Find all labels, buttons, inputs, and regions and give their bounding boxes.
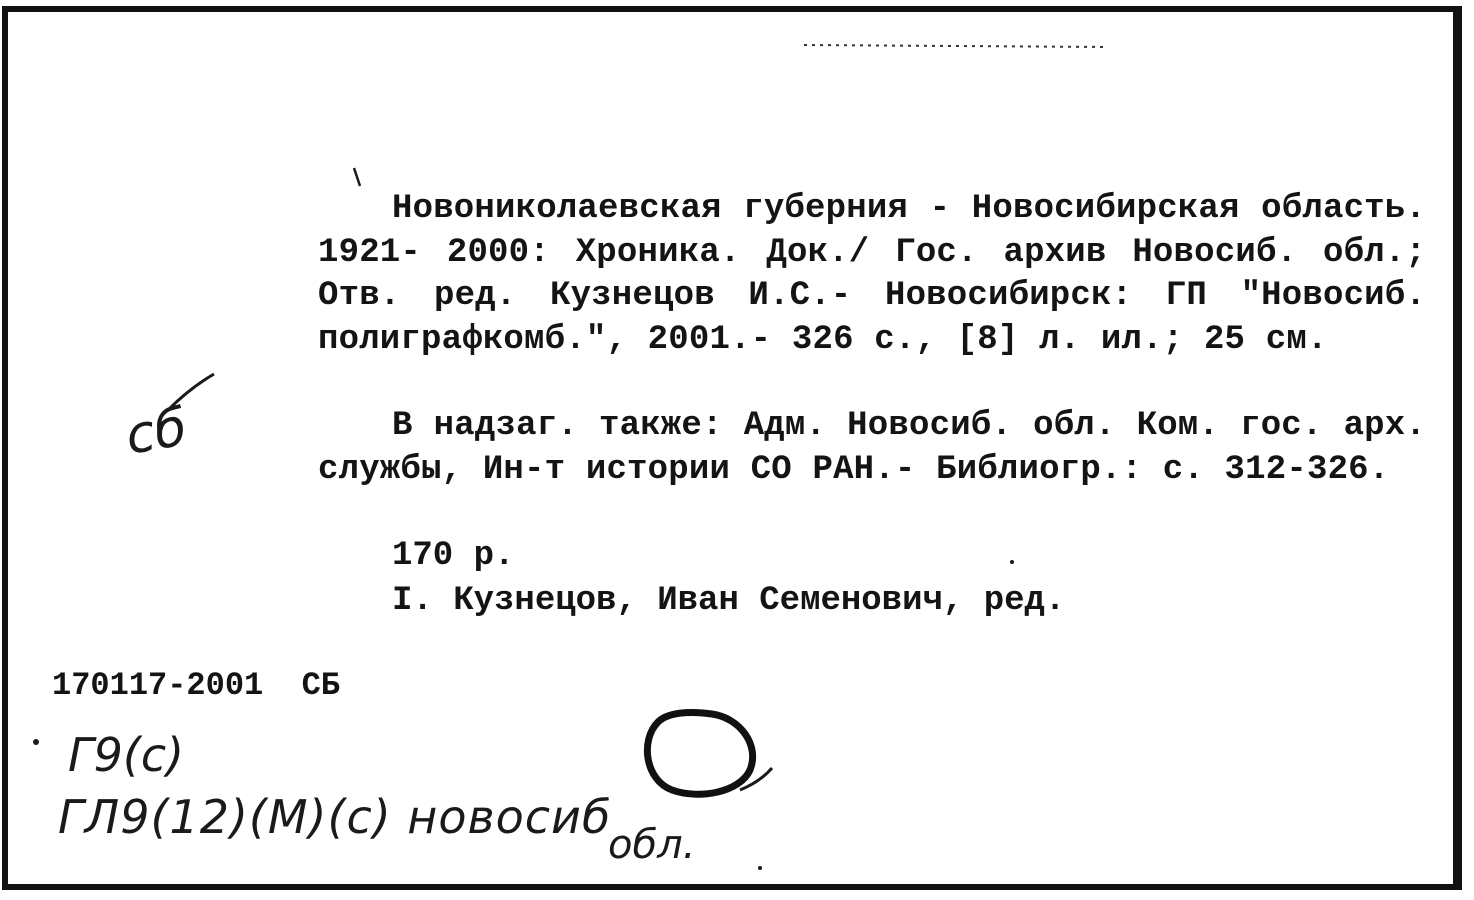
bibliographic-description: Новониколаевская губерния - Новосибирская область. 1921- 2000: Хроника. Док./ Гос. архив Новосиб. обл.; Отв. ред. Кузнецов И.С.- Новосибирск: ГП "Новосиб. полиграфкомб.", 2001.- 326 с., [8] л. ил.; 25 см. [318,190,1426,359]
price: 170 р. [392,537,515,575]
dotted-line [804,45,1106,47]
ink-speck [758,866,762,870]
ink-speck [33,739,39,745]
handwritten-shelf-mark-2: ГЛ9(12)(М)(с) новосиб [58,790,612,844]
handwritten-margin-mark: сб [121,397,192,467]
pen-tick [354,168,360,186]
accession-number: 170117-2001 СБ [52,667,341,704]
handwritten-shelf-mark-1: Г9(с) [68,728,185,782]
title-note: В надзаг. также: Адм. Новосиб. обл. Ком. гос. арх. службы, Ин-т истории СО РАН.- Библиогр.: с. 312-326. [318,407,1426,489]
ink-speck [1010,560,1014,564]
circle-stamp [647,713,752,795]
added-entry: I. Кузнецов, Иван Семенович, ред. [392,582,1066,620]
handwritten-shelf-mark-suffix: обл. [608,822,696,868]
pen-stroke [168,374,214,410]
